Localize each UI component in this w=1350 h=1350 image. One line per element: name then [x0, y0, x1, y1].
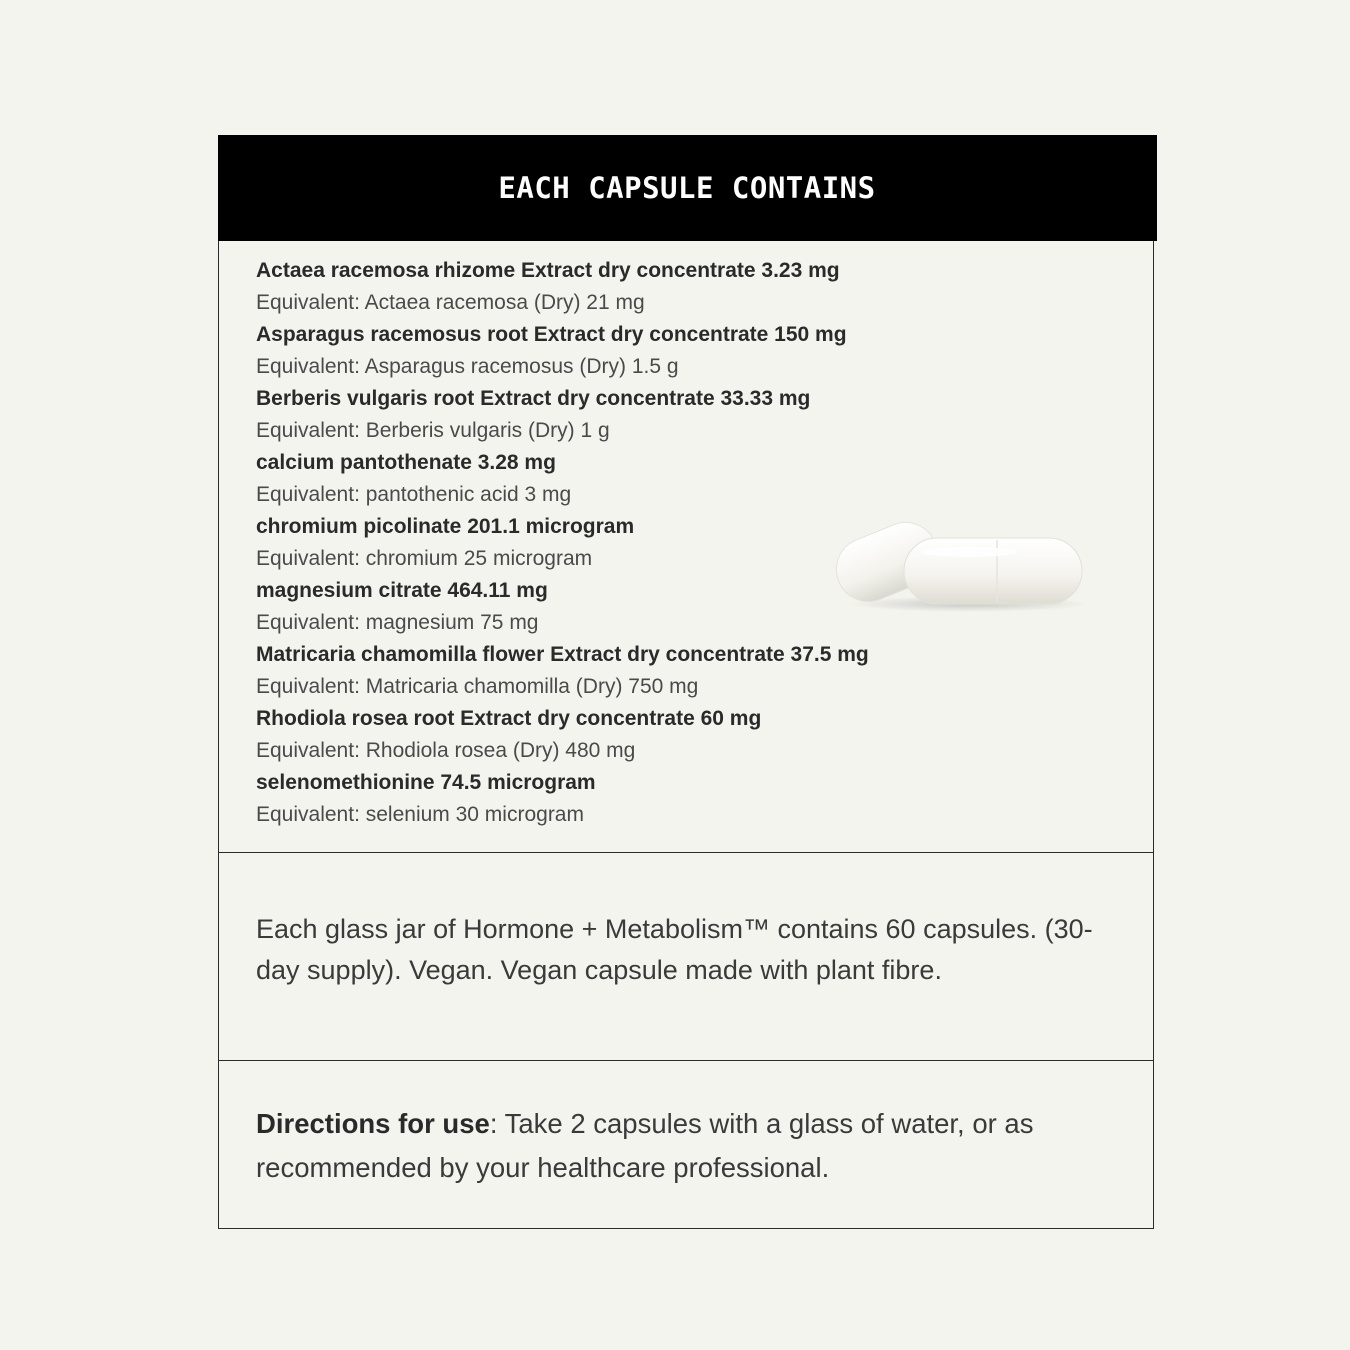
- ingredient-name: Matricaria chamomilla flower Extract dry concentrate 37.5 mg: [256, 643, 869, 666]
- ingredient-name: calcium pantothenate 3.28 mg: [256, 451, 556, 474]
- card-header-title: EACH CAPSULE CONTAINS: [498, 170, 876, 205]
- ingredient-name: Berberis vulgaris root Extract dry concentrate 33.33 mg: [256, 387, 811, 410]
- ingredient-equivalent: Equivalent: pantothenic acid 3 mg: [256, 483, 572, 506]
- ingredient-equivalent: Equivalent: chromium 25 microgram: [256, 547, 593, 570]
- section-divider: [219, 1060, 1153, 1061]
- ingredient-name: selenomethionine 74.5 microgram: [256, 771, 596, 794]
- ingredient-name: magnesium citrate 464.11 mg: [256, 579, 548, 602]
- product-info-text: Each glass jar of Hormone + Metabolism™ contains 60 capsules. (30-day supply). Vegan. Vegan capsule made with plant fibre.: [256, 914, 1093, 985]
- directions-label: Directions for use: [256, 1108, 490, 1139]
- ingredient-name: chromium picolinate 201.1 microgram: [256, 515, 635, 538]
- directions-for-use: [256, 1102, 1116, 1190]
- ingredient-equivalent: Equivalent: Asparagus racemosus (Dry) 1.5 g: [256, 355, 679, 378]
- ingredient-name: Asparagus racemosus root Extract dry concentrate 150 mg: [256, 323, 847, 346]
- ingredient-equivalent: Equivalent: Matricaria chamomilla (Dry) 750 mg: [256, 675, 699, 698]
- ingredient-name: Actaea racemosa rhizome Extract dry concentrate 3.23 mg: [256, 259, 840, 282]
- capsules-image: [829, 516, 1099, 616]
- supplement-facts-card: [218, 135, 1154, 1229]
- section-divider: [219, 852, 1153, 853]
- ingredient-equivalent: Equivalent: selenium 30 microgram: [256, 803, 584, 826]
- ingredient-equivalent: Equivalent: Actaea racemosa (Dry) 21 mg: [256, 291, 645, 314]
- ingredient-equivalent: Equivalent: Rhodiola rosea (Dry) 480 mg: [256, 739, 636, 762]
- ingredient-equivalent: Equivalent: Berberis vulgaris (Dry) 1 g: [256, 419, 610, 442]
- directions-text: : Take 2 capsules with a glass of water, or as recommended by your healthcare professional.: [256, 1108, 1034, 1183]
- card-header: [218, 135, 1157, 241]
- ingredient-name: Rhodiola rosea root Extract dry concentrate 60 mg: [256, 707, 762, 730]
- ingredient-equivalent: Equivalent: magnesium 75 mg: [256, 611, 539, 634]
